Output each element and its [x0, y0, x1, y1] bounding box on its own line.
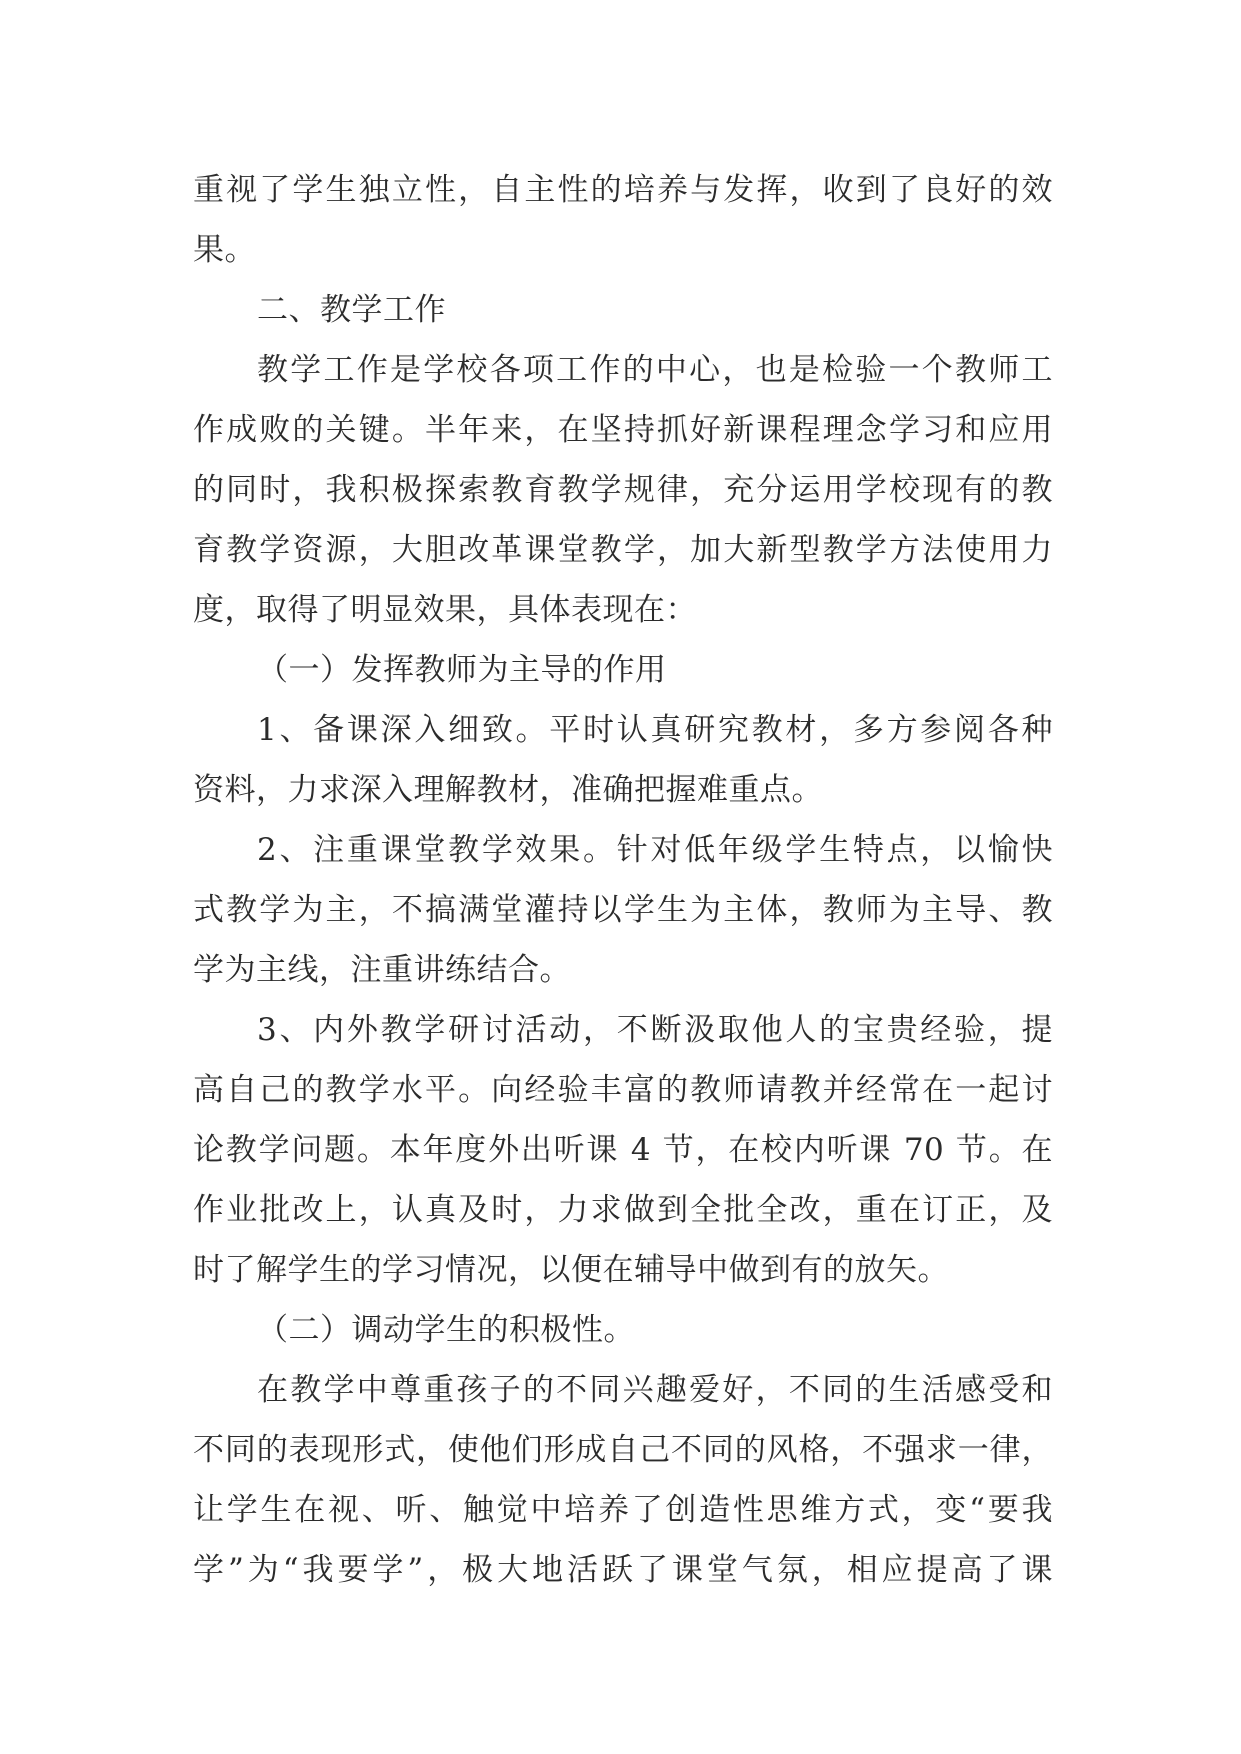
paragraph-line: 在教学中尊重孩子的不同兴趣爱好，不同的生活感受和 [257, 1372, 1053, 1408]
paragraph-line: 不同的表现形式，使他们形成自己不同的风格，不强求一律， [193, 1432, 1053, 1468]
paragraph-line: 让学生在视、听、触觉中培养了创造性思维方式，变“要我 [193, 1492, 1053, 1528]
section-heading: 二、教学工作 [257, 292, 446, 328]
paragraph-line: 学”为“我要学”，极大地活跃了课堂气氛，相应提高了课 [193, 1552, 1053, 1588]
subsection-heading: （一）发挥教师为主导的作用 [257, 652, 667, 688]
paragraph-line: 2、注重课堂教学效果。针对低年级学生特点，以愉快 [257, 832, 1053, 868]
paragraph-line: 1、备课深入细致。平时认真研究教材，多方参阅各种 [257, 712, 1053, 748]
paragraph-line: 3、内外教学研讨活动，不断汲取他人的宝贵经验，提 [257, 1012, 1053, 1048]
document-body [193, 160, 1053, 1600]
paragraph-line: 论教学问题。本年度外出听课 4 节，在校内听课 70 节。在 [193, 1132, 1053, 1168]
paragraph-line: 学为主线，注重讲练结合。 [193, 952, 571, 988]
paragraph-line: 度，取得了明显效果，具体表现在： [193, 592, 697, 628]
paragraph-line: 资料，力求深入理解教材，准确把握难重点。 [193, 772, 823, 808]
paragraph-line: 重视了学生独立性，自主性的培养与发挥，收到了良好的效 [193, 172, 1053, 208]
subsection-heading: （二）调动学生的积极性。 [257, 1312, 635, 1348]
paragraph-line: 育教学资源，大胆改革课堂教学，加大新型教学方法使用力 [193, 532, 1053, 568]
paragraph-line: 作成败的关键。半年来，在坚持抓好新课程理念学习和应用 [193, 412, 1053, 448]
paragraph-line: 的同时，我积极探索教育教学规律，充分运用学校现有的教 [193, 472, 1053, 508]
paragraph-line: 高自己的教学水平。向经验丰富的教师请教并经常在一起讨 [193, 1072, 1053, 1108]
paragraph-line: 果。 [193, 232, 256, 268]
paragraph-line: 时了解学生的学习情况，以便在辅导中做到有的放矢。 [193, 1252, 949, 1288]
paragraph-line: 式教学为主，不搞满堂灌持以学生为主体，教师为主导、教 [193, 892, 1053, 928]
paragraph-line: 作业批改上，认真及时，力求做到全批全改，重在订正，及 [193, 1192, 1053, 1228]
paragraph-line: 教学工作是学校各项工作的中心，也是检验一个教师工 [257, 352, 1053, 388]
